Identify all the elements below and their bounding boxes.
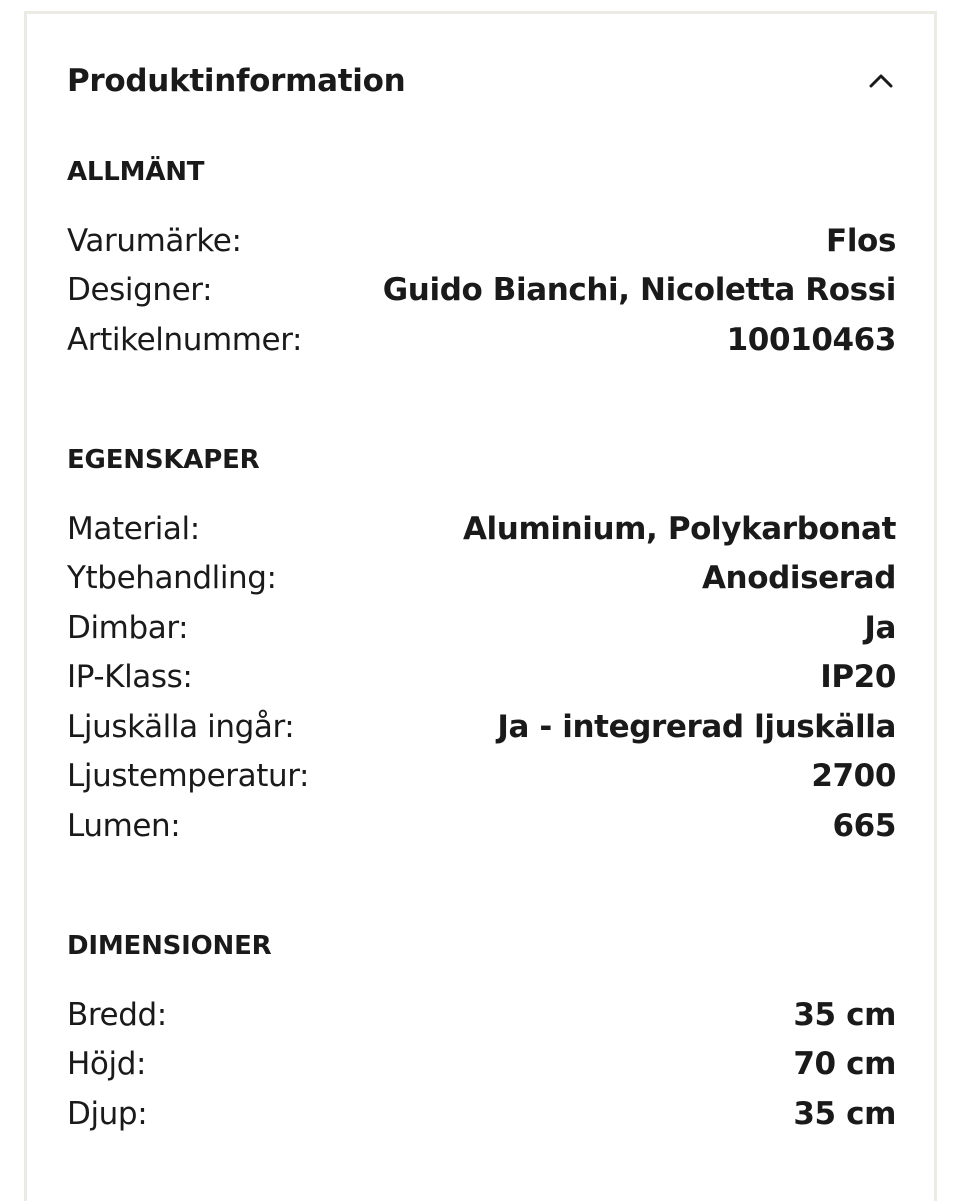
spec-value: 665	[832, 807, 896, 844]
spec-value: 35 cm	[793, 996, 896, 1033]
chevron-up-icon[interactable]	[866, 66, 896, 96]
spec-label: Designer:	[67, 272, 213, 309]
section-dimensions	[67, 928, 896, 1139]
spec-label: Bredd:	[67, 996, 167, 1033]
spec-row-material	[67, 504, 896, 554]
spec-value: Guido Bianchi, Nicoletta Rossi	[382, 272, 896, 309]
spec-value: IP20	[820, 659, 896, 696]
spec-label: Ytbehandling:	[67, 560, 277, 597]
spec-label: Höjd:	[67, 1046, 147, 1083]
spec-value: Ja	[864, 609, 896, 646]
spec-label: Artikelnummer:	[67, 321, 303, 358]
panel-header[interactable]	[67, 58, 896, 104]
spec-row-article-number	[67, 315, 896, 365]
spec-label: Djup:	[67, 1095, 148, 1132]
spec-row-dimmable	[67, 603, 896, 653]
spec-value: Aluminium, Polykarbonat	[462, 510, 896, 547]
spec-value: Ja - integrerad ljuskälla	[497, 708, 896, 745]
section-title: DIMENSIONER	[67, 931, 272, 961]
spec-label: Material:	[67, 510, 200, 547]
spec-label: Dimbar:	[67, 609, 189, 646]
spec-label: IP-Klass:	[67, 659, 193, 696]
panel-title: Produktinformation	[67, 63, 406, 99]
spec-row-finish	[67, 554, 896, 604]
spec-value: 35 cm	[793, 1095, 896, 1132]
spec-row-color-temperature	[67, 752, 896, 802]
product-info-panel	[24, 11, 937, 1201]
spec-value: 70 cm	[793, 1046, 896, 1083]
spec-row-width	[67, 990, 896, 1040]
spec-row-designer	[67, 266, 896, 316]
section-title: EGENSKAPER	[67, 445, 260, 475]
spec-row-lumen	[67, 801, 896, 851]
spec-label: Lumen:	[67, 807, 181, 844]
section-general	[67, 154, 896, 365]
spec-row-brand	[67, 216, 896, 266]
spec-row-light-source	[67, 702, 896, 752]
section-title: ALLMÄNT	[67, 157, 205, 187]
spec-value: Flos	[826, 222, 896, 259]
spec-row-depth	[67, 1089, 896, 1139]
section-properties	[67, 442, 896, 851]
spec-label: Ljustemperatur:	[67, 758, 310, 795]
spec-value: 2700	[811, 758, 896, 795]
spec-row-height	[67, 1040, 896, 1090]
spec-label: Ljuskälla ingår:	[67, 708, 295, 745]
spec-row-ip-class	[67, 653, 896, 703]
spec-label: Varumärke:	[67, 222, 242, 259]
spec-value: Anodiserad	[701, 560, 896, 597]
spec-value: 10010463	[726, 321, 896, 358]
